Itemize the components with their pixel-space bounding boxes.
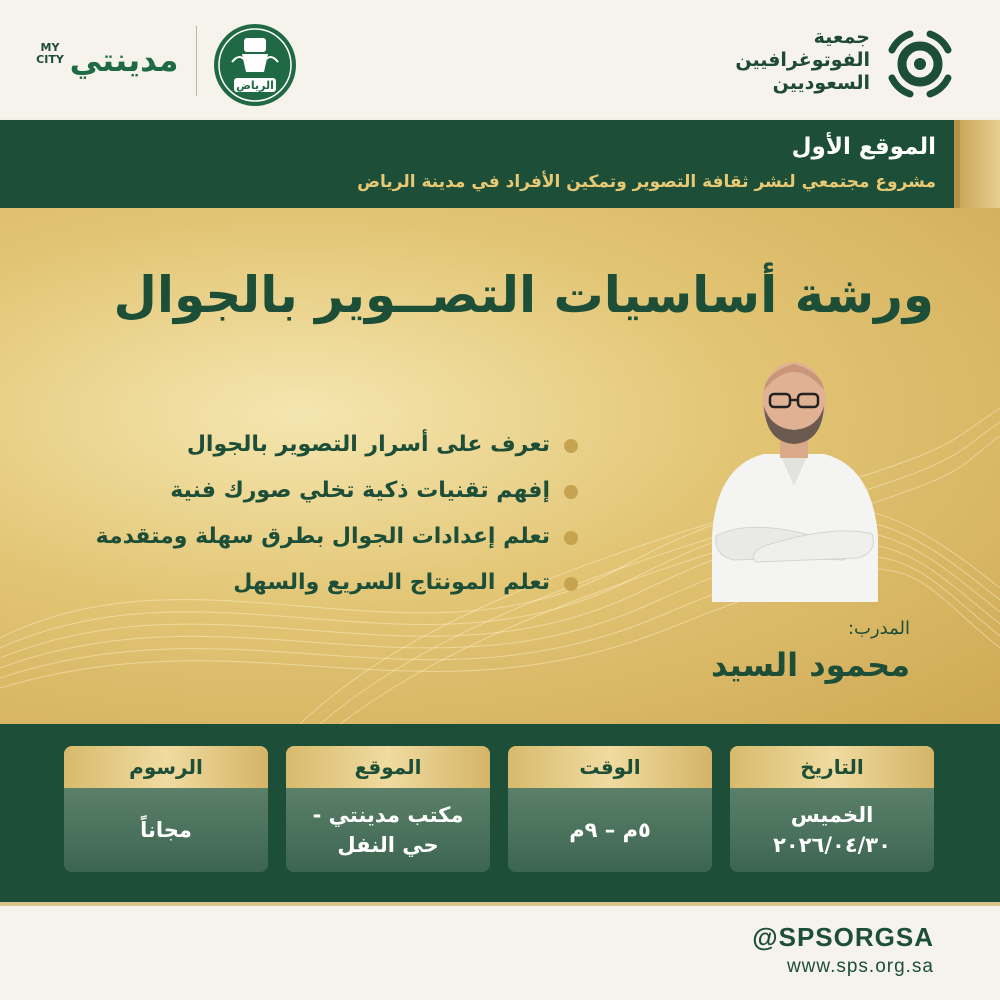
main-panel	[0, 208, 1000, 724]
card-value	[508, 788, 712, 872]
feature-text: إفهم تقنيات ذكية تخلي صورك فنية	[170, 478, 550, 503]
card-value-line-1: الخميس	[790, 803, 874, 827]
mycity-english	[30, 42, 70, 66]
sps-name-line-1: جمعية	[813, 26, 870, 48]
website-link[interactable]: www.sps.org.sa	[786, 956, 934, 977]
sps-organization-name	[700, 26, 870, 95]
card-value	[730, 788, 934, 872]
card-value-line-1: مجاناً	[140, 818, 192, 842]
card-label: التاريخ	[730, 746, 934, 788]
card-value-line-1: ٥م – ٩م	[569, 818, 651, 842]
bullet-dot-icon	[564, 577, 578, 591]
info-card-date	[730, 746, 934, 872]
info-card-time	[508, 746, 712, 872]
card-value	[286, 788, 490, 872]
footer-divider	[0, 902, 1000, 906]
riyadh-seal-text: الرياض	[236, 79, 274, 92]
mycity-en-line-1: MY	[40, 41, 60, 54]
card-label: الموقع	[286, 746, 490, 788]
card-value-line-2: حي النفل	[337, 833, 439, 857]
banner-subtitle: مشروع مجتمعي لنشر ثقافة التصوير وتمكين الأفراد في مدينة الرياض	[357, 172, 936, 192]
social-handle[interactable]: @SPSORGSA	[752, 922, 934, 952]
trainer-photo	[694, 346, 894, 602]
list-item	[60, 522, 580, 568]
bullet-dot-icon	[564, 485, 578, 499]
list-item	[60, 476, 580, 522]
banner-title: الموقع الأول	[791, 134, 936, 160]
card-label: الوقت	[508, 746, 712, 788]
camera-aperture-icon	[880, 24, 960, 104]
card-value-line-2: ٢٠٢٦/٠٤/٣٠	[773, 833, 891, 857]
mycity-en-line-2: CITY	[36, 53, 64, 66]
sps-name-line-2: الفوتوغرافيين	[735, 49, 870, 71]
mycity-logo	[22, 36, 182, 92]
riyadh-municipality-seal	[212, 22, 298, 108]
banner-accent-line	[954, 120, 960, 208]
list-item	[60, 568, 580, 614]
sps-name-line-3: السعوديين	[772, 72, 870, 94]
card-value	[64, 788, 268, 872]
info-card-location	[286, 746, 490, 872]
list-item	[60, 430, 580, 476]
info-card-fees	[64, 746, 268, 872]
workshop-title: ورشة أساسيات التصــوير بالجوال	[113, 266, 934, 324]
mycity-arabic: مدينتي	[69, 41, 179, 79]
header-divider	[196, 26, 197, 96]
trainer-name: محمود السيد	[710, 646, 910, 684]
trainer-label: المدرب:	[847, 618, 910, 639]
bullet-dot-icon	[564, 531, 578, 545]
card-label: الرسوم	[64, 746, 268, 788]
feature-text: تعلم المونتاج السريع والسهل	[233, 570, 550, 595]
features-list	[60, 430, 580, 614]
banner-gold-accent	[960, 120, 1000, 208]
feature-text: تعرف على أسرار التصوير بالجوال	[186, 432, 550, 457]
card-value-line-1: مكتب مدينتي -	[312, 803, 464, 827]
bullet-dot-icon	[564, 439, 578, 453]
feature-text: تعلم إعدادات الجوال بطرق سهلة ومتقدمة	[95, 524, 550, 549]
